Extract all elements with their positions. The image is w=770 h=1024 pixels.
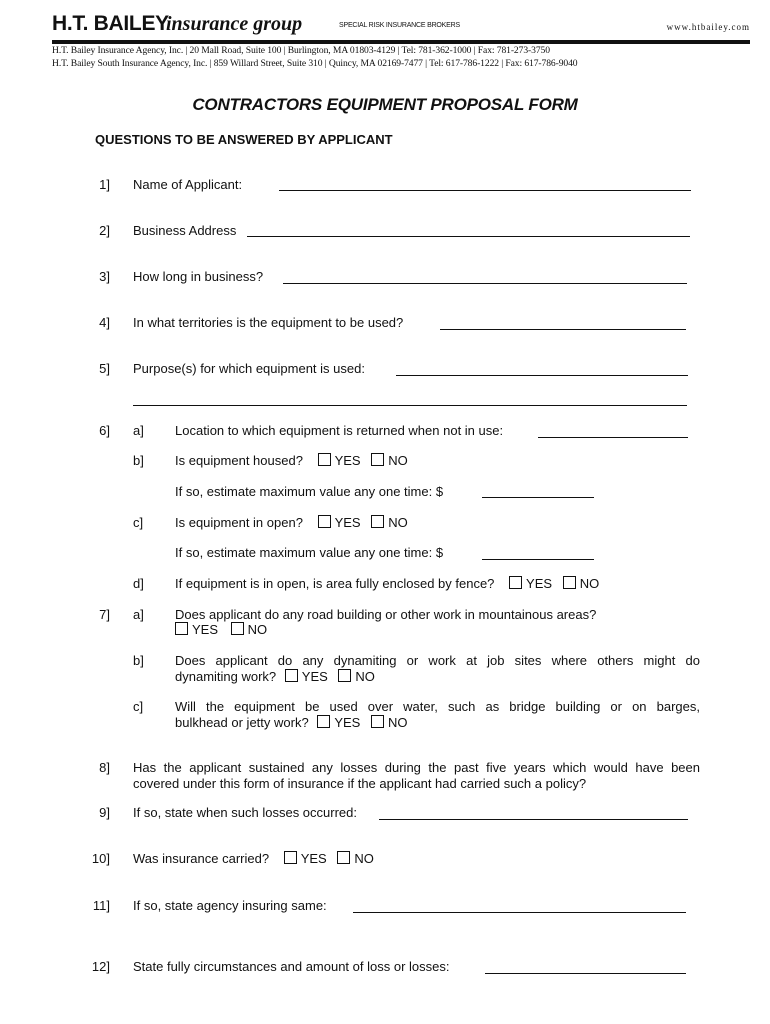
q7a-yes-option[interactable] <box>170 622 218 638</box>
q6b-followup: If so, estimate maximum value any one time: $ <box>175 484 444 499</box>
q4-answer-line[interactable] <box>440 329 686 330</box>
q7b-line-2 <box>175 669 700 685</box>
address-line-1: H.T. Bailey Insurance Agency, Inc. | 20 Mall Road, Suite 100 | Burlington, MA 01803-4129 | Tel: 781-362-1000 | Fax: 781-273-3750 <box>52 45 550 56</box>
brand-name: H.T. BAILEY <box>52 12 169 35</box>
q10-yes-checkbox[interactable] <box>284 851 297 864</box>
q6-number: 6] <box>99 423 110 438</box>
address-line-2: H.T. Bailey South Insurance Agency, Inc. | 859 Willard Street, Suite 310 | Quincy, MA 02169-7477 | Tel: 617-786-1222 | Fax: 617-786-9040 <box>52 58 578 69</box>
q6b-yes-option[interactable] <box>313 453 361 469</box>
q3-answer-line[interactable] <box>283 283 687 284</box>
q7b-question <box>175 653 700 684</box>
tagline: SPECIAL RISK INSURANCE BROKERS <box>339 22 460 29</box>
q9-number: 9] <box>99 805 110 820</box>
yes-label: YES <box>301 668 328 684</box>
q8-line-1: Has the applicant sustained any losses during the past five years which would have been <box>133 760 700 775</box>
yes-label: YES <box>526 576 553 591</box>
q12-label: State fully circumstances and amount of loss or losses: <box>133 959 450 974</box>
q7-number: 7] <box>99 607 110 622</box>
q2-number: 2] <box>99 223 110 238</box>
q3-label: How long in business? <box>133 269 264 284</box>
q7c-label: c] <box>133 699 144 714</box>
q6a-question: Location to which equipment is returned when not in use: <box>175 423 504 438</box>
q10-no-checkbox[interactable] <box>337 851 350 864</box>
q6b-yes-checkbox[interactable] <box>318 453 331 466</box>
yes-label: YES <box>192 622 219 637</box>
q7b-no-option[interactable] <box>333 669 375 685</box>
q6c-question <box>175 515 408 531</box>
q10-question <box>133 851 374 867</box>
q6c-label: c] <box>133 515 144 530</box>
q7b-label: b] <box>133 653 144 668</box>
no-label: NO <box>355 668 375 684</box>
no-label: NO <box>388 453 408 468</box>
q6c-no-option[interactable] <box>366 515 408 531</box>
q7a-question: Does applicant do any road building or other work in mountainous areas? <box>175 607 597 622</box>
q7c-yes-checkbox[interactable] <box>317 715 330 728</box>
q7c-yes-option[interactable] <box>312 715 360 731</box>
q6d-no-checkbox[interactable] <box>563 576 576 589</box>
q7c-no-option[interactable] <box>366 715 408 731</box>
yes-label: YES <box>334 714 361 730</box>
q10-yes-option[interactable] <box>279 851 327 867</box>
q7c-text-2: bulkhead or jetty work? <box>175 714 309 730</box>
q7b-text-2: dynamiting work? <box>175 668 277 684</box>
q6d-question <box>175 576 599 592</box>
header-rule <box>52 40 750 44</box>
q7b-line-1: Does applicant do any dynamiting or work at job sites where others might do <box>175 653 700 668</box>
q10-no-option[interactable] <box>332 851 374 867</box>
q6d-text: If equipment is in open, is area fully enclosed by fence? <box>175 576 495 591</box>
no-label: NO <box>388 515 408 530</box>
q7b-yes-option[interactable] <box>280 669 328 685</box>
q6b-no-checkbox[interactable] <box>371 453 384 466</box>
no-label: NO <box>247 622 268 637</box>
no-label: NO <box>387 714 408 730</box>
q6c-yes-option[interactable] <box>313 515 361 531</box>
form-title: CONTRACTORS EQUIPMENT PROPOSAL FORM <box>192 95 578 114</box>
q7b-yes-checkbox[interactable] <box>285 669 298 682</box>
q6c-yes-checkbox[interactable] <box>318 515 331 528</box>
q1-number: 1] <box>99 177 110 192</box>
q7a-no-checkbox[interactable] <box>231 622 244 635</box>
q5-answer-line-2[interactable] <box>133 405 687 406</box>
q6c-text: Is equipment in open? <box>175 515 303 530</box>
q6d-yes-option[interactable] <box>504 576 552 592</box>
q4-number: 4] <box>99 315 110 330</box>
yes-label: YES <box>300 851 327 866</box>
q6c-followup: If so, estimate maximum value any one time: $ <box>175 545 444 560</box>
q5-label: Purpose(s) for which equipment is used: <box>133 361 365 376</box>
q7b-no-checkbox[interactable] <box>338 669 351 682</box>
q7c-no-checkbox[interactable] <box>371 715 384 728</box>
q11-number: 11] <box>92 898 110 913</box>
q2-answer-line[interactable] <box>247 236 690 237</box>
q5-answer-line[interactable] <box>396 375 688 376</box>
q7a-label: a] <box>133 607 144 622</box>
website-link[interactable]: www.htbailey.com <box>666 22 750 32</box>
q7c-question <box>175 699 700 730</box>
q12-number: 12] <box>91 959 110 974</box>
no-label: NO <box>354 851 374 866</box>
q7a-no-option[interactable] <box>226 622 268 638</box>
q6a-label: a] <box>133 423 144 438</box>
form-subtitle: QUESTIONS TO BE ANSWERED BY APPLICANT <box>95 132 393 147</box>
q7c-line-2 <box>175 715 700 731</box>
q1-label: Name of Applicant: <box>133 177 243 192</box>
q2-label: Business Address <box>133 223 237 238</box>
q12-answer-line[interactable] <box>485 973 686 974</box>
q8-line-2: covered under this form of insurance if the applicant had carried such a policy? <box>133 775 587 791</box>
q6c-value-line[interactable] <box>482 559 594 560</box>
q6b-value-line[interactable] <box>482 497 594 498</box>
q6d-label: d] <box>133 576 144 591</box>
q6c-no-checkbox[interactable] <box>371 515 384 528</box>
q8-number: 8] <box>99 760 110 775</box>
q6b-no-option[interactable] <box>366 453 408 469</box>
q11-label: If so, state agency insuring same: <box>133 898 327 913</box>
q7a-options <box>170 622 267 638</box>
q6d-no-option[interactable] <box>558 576 600 592</box>
q11-answer-line[interactable] <box>353 912 686 913</box>
q7a-yes-checkbox[interactable] <box>175 622 188 635</box>
brand-suffix: insurance group <box>166 13 303 35</box>
q9-answer-line[interactable] <box>379 819 688 820</box>
q1-answer-line[interactable] <box>279 190 691 191</box>
q6a-answer-line[interactable] <box>538 437 688 438</box>
q6b-question <box>175 453 408 469</box>
q10-number: 10] <box>91 851 110 866</box>
q7c-line-1: Will the equipment be used over water, such as bridge building or on barges, <box>175 699 700 714</box>
q9-label: If so, state when such losses occurred: <box>133 805 357 820</box>
q3-number: 3] <box>99 269 110 284</box>
q6b-label: b] <box>133 453 144 468</box>
q6d-yes-checkbox[interactable] <box>509 576 522 589</box>
yes-label: YES <box>334 515 361 530</box>
yes-label: YES <box>334 453 361 468</box>
no-label: NO <box>579 576 600 591</box>
q5-number: 5] <box>99 361 110 376</box>
q8-question <box>133 760 700 791</box>
letterhead <box>52 10 750 40</box>
q6b-text: Is equipment housed? <box>175 453 303 468</box>
q4-label: In what territories is the equipment to be used? <box>133 315 404 330</box>
q10-text: Was insurance carried? <box>133 851 270 866</box>
